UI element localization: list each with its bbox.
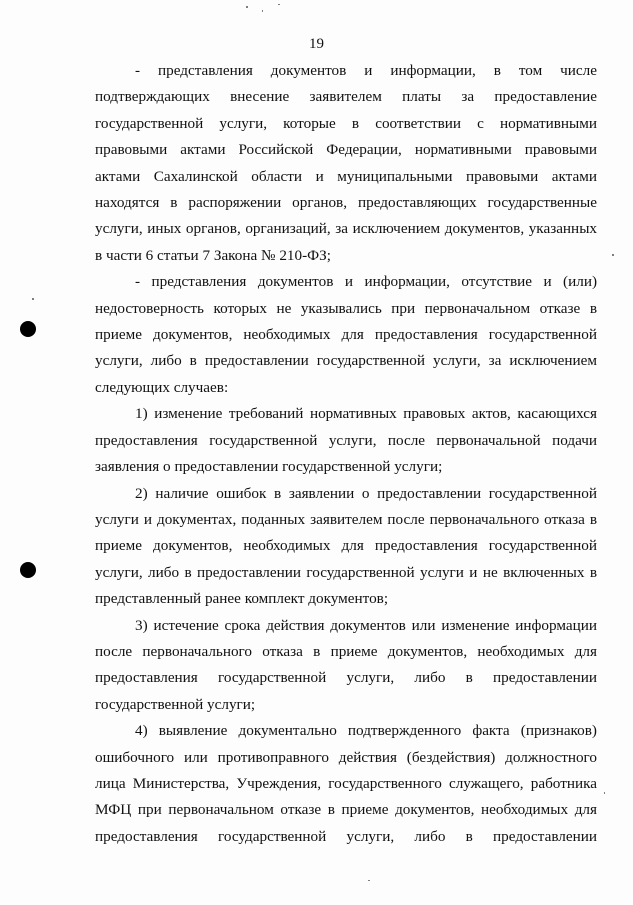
paragraph: 3) истечение срока действия документов или изменение информации после первоначального отказа в приеме документов, необходимых для предоставления государственной услуги, либо в предоставлении государственной услуги; bbox=[95, 616, 597, 713]
document-body bbox=[95, 58, 597, 850]
scan-speck bbox=[246, 6, 248, 8]
scan-speck bbox=[368, 880, 370, 881]
scan-speck bbox=[612, 254, 614, 256]
paragraph: - представления документов и информации, в том числе подтверждающих внесение заявителем платы за предоставление государственной услуги, которые в соответствии с нормативными правовыми актами Российской Федерации, нормативными правовыми актами Сахалинской области и муниципальными правовыми актами находятся в распоряжении органов, предоставляющих государственные услуги, иных органов, организаций, за исключением документов, указанных в части 6 статьи 7 Закона № 210-ФЗ; bbox=[95, 62, 597, 264]
paragraph: - представления документов и информации, отсутствие и (или) недостоверность которых не указывались при первоначальном отказе в приеме документов, необходимых для предоставления государственной услуги, либо в предоставлении государственной услуги, за исключением следующих случаев: bbox=[95, 273, 597, 396]
scan-speck bbox=[604, 792, 605, 794]
binder-hole bbox=[20, 562, 36, 578]
paragraph: 1) изменение требований нормативных правовых актов, касающихся предоставления государственной услуги, после первоначальной подачи заявления о предоставлении государственной услуги; bbox=[95, 405, 597, 476]
page-number: 19 bbox=[309, 36, 324, 52]
paragraph: 4) выявление документально подтвержденного факта (признаков) ошибочного или противоправного действия (бездействия) должностного лица Министерства, Учреждения, государственного служащего, работника МФЦ при первоначальном отказе в приеме документов, необходимых для предоставления государственной услуги, либо в предоставлении bbox=[95, 722, 597, 845]
binder-hole bbox=[20, 321, 36, 337]
paragraph: 2) наличие ошибок в заявлении о предоставлении государственной услуги и документах, поданных заявителем после первоначального отказа в приеме документов, необходимых для предоставления государственной услуги, либо в предоставлении государственной услуги и не включенных в представленный ранее комплект документов; bbox=[95, 484, 597, 608]
scan-speck bbox=[32, 298, 34, 300]
scan-speck bbox=[262, 10, 263, 12]
scan-speck bbox=[278, 4, 280, 5]
